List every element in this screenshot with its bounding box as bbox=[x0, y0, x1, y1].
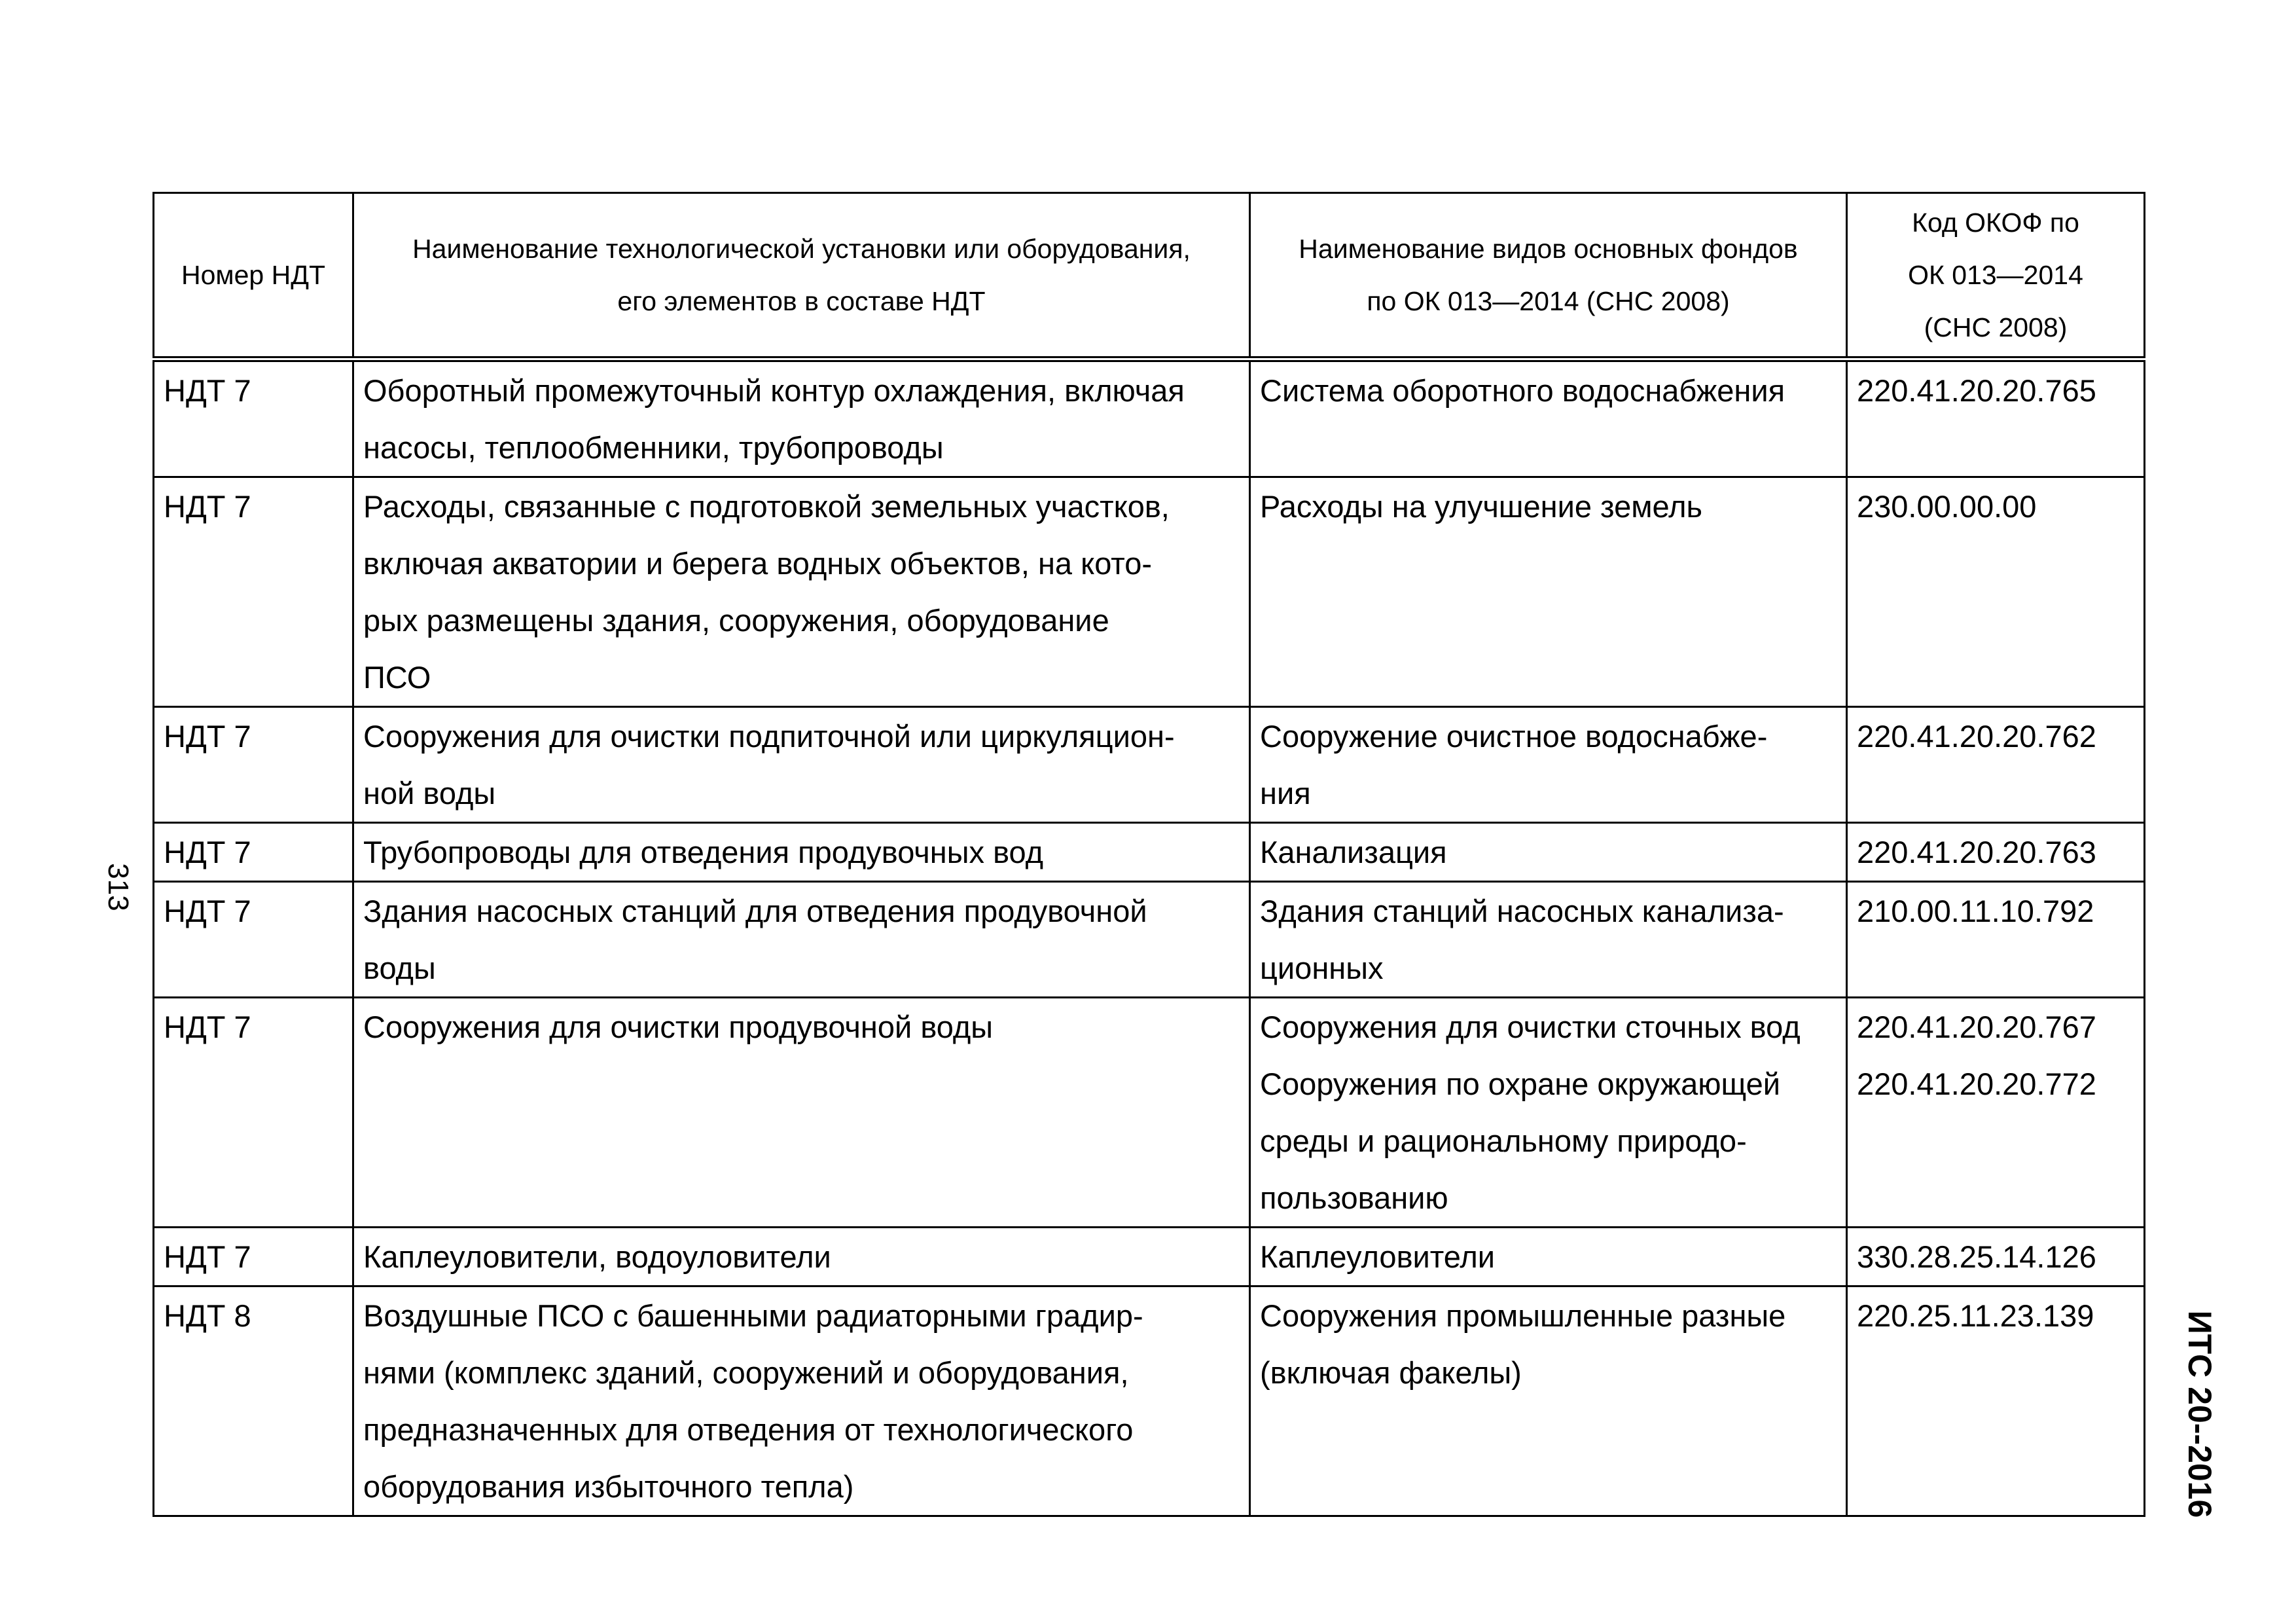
cell-line: насосы, теплообменники, трубопроводы bbox=[363, 430, 944, 465]
header-fund-type bbox=[1250, 193, 1847, 359]
cell-line: ния bbox=[1260, 776, 1311, 811]
ndt-number-cell: НДТ 7 bbox=[154, 998, 353, 1228]
ndt-number-cell: НДТ 7 bbox=[154, 477, 353, 707]
fund-type-cell bbox=[1250, 998, 1847, 1228]
cell-line: 330.28.25.14.126 bbox=[1857, 1239, 2096, 1274]
cell-line: Каплеуловители bbox=[1260, 1239, 1496, 1274]
header-line: Наименование технологической установки или оборудования, bbox=[412, 234, 1191, 264]
header-line: его элементов в составе НДТ bbox=[617, 286, 986, 316]
cell-line: рых размещены здания, сооружения, оборудование bbox=[363, 603, 1109, 638]
table-row bbox=[154, 823, 2145, 882]
page-number: 313 bbox=[102, 863, 134, 911]
header-line: ОК 013—2014 bbox=[1908, 260, 2083, 290]
cell-line: Здания станций насосных канализа- bbox=[1260, 894, 1784, 928]
table-row bbox=[154, 359, 2145, 477]
cell-line: 230.00.00.00 bbox=[1857, 489, 2037, 524]
okof-table bbox=[152, 192, 2145, 1517]
table-body bbox=[154, 359, 2145, 1516]
fund-type-cell bbox=[1250, 1286, 1847, 1516]
cell-line: 220.41.20.20.767 bbox=[1857, 1010, 2096, 1044]
cell-line: 220.41.20.20.763 bbox=[1857, 835, 2096, 869]
equipment-name-cell bbox=[353, 998, 1250, 1228]
okof-code-cell bbox=[1847, 707, 2145, 823]
cell-line: 220.41.20.20.772 bbox=[1857, 1067, 2096, 1101]
okof-code-cell bbox=[1847, 823, 2145, 882]
header-equipment-name bbox=[353, 193, 1250, 359]
header-okof-code bbox=[1847, 193, 2145, 359]
cell-line: 220.41.20.20.765 bbox=[1857, 373, 2096, 408]
table-row bbox=[154, 1228, 2145, 1286]
header-ndt-number bbox=[154, 193, 353, 359]
cell-line: ционных bbox=[1260, 951, 1384, 985]
cell-line: Сооружения для очистки продувочной воды bbox=[363, 1010, 994, 1044]
table-row bbox=[154, 1286, 2145, 1516]
cell-line: Сооружения по охране окружающей bbox=[1260, 1067, 1781, 1101]
cell-line: оборудования избыточного тепла) bbox=[363, 1469, 854, 1504]
cell-line: Канализация bbox=[1260, 835, 1447, 869]
header-line: Номер НДТ bbox=[181, 260, 325, 290]
cell-line: Трубопроводы для отведения продувочных вод bbox=[363, 835, 1044, 869]
header-line: Код ОКОФ по bbox=[1912, 208, 2079, 238]
equipment-name-cell bbox=[353, 823, 1250, 882]
document-code: ИТС 20--2016 bbox=[2181, 1310, 2218, 1518]
cell-line: Здания насосных станций для отведения продувочной bbox=[363, 894, 1147, 928]
fund-type-cell bbox=[1250, 707, 1847, 823]
cell-line: Расходы на улучшение земель bbox=[1260, 489, 1703, 524]
cell-line: предназначенных для отведения от технологического bbox=[363, 1412, 1134, 1447]
ndt-number-cell: НДТ 8 bbox=[154, 1286, 353, 1516]
ndt-number-cell: НДТ 7 bbox=[154, 707, 353, 823]
okof-code-cell bbox=[1847, 477, 2145, 707]
cell-line: Сооружения для очистки подпиточной или циркуляцион- bbox=[363, 719, 1175, 754]
ndt-number-cell: НДТ 7 bbox=[154, 823, 353, 882]
cell-line: ПСО bbox=[363, 660, 431, 695]
table-row bbox=[154, 707, 2145, 823]
ndt-number-cell: НДТ 7 bbox=[154, 882, 353, 998]
header-line: по ОК 013—2014 (СНС 2008) bbox=[1367, 286, 1730, 316]
table-row bbox=[154, 882, 2145, 998]
okof-code-cell bbox=[1847, 882, 2145, 998]
okof-code-cell bbox=[1847, 1286, 2145, 1516]
cell-line: 220.25.11.23.139 bbox=[1857, 1298, 2094, 1333]
ndt-number-cell: НДТ 7 bbox=[154, 359, 353, 477]
okof-code-cell bbox=[1847, 1228, 2145, 1286]
fund-type-cell bbox=[1250, 359, 1847, 477]
cell-line: ной воды bbox=[363, 776, 496, 811]
fund-type-cell bbox=[1250, 823, 1847, 882]
equipment-name-cell bbox=[353, 1228, 1250, 1286]
cell-line: включая акватории и берега водных объектов, на кото- bbox=[363, 546, 1153, 581]
cell-line: Расходы, связанные с подготовкой земельных участков, bbox=[363, 489, 1170, 524]
equipment-name-cell bbox=[353, 477, 1250, 707]
table-header-row bbox=[154, 193, 2145, 359]
equipment-name-cell bbox=[353, 707, 1250, 823]
cell-line: (включая факелы) bbox=[1260, 1355, 1522, 1390]
fund-type-cell bbox=[1250, 477, 1847, 707]
header-line: Наименование видов основных фондов bbox=[1299, 234, 1798, 264]
cell-line: Сооружения промышленные разные bbox=[1260, 1298, 1786, 1333]
okof-code-cell bbox=[1847, 998, 2145, 1228]
cell-line: пользованию bbox=[1260, 1180, 1448, 1215]
table-row bbox=[154, 477, 2145, 707]
cell-line: Оборотный промежуточный контур охлаждения, включая bbox=[363, 373, 1185, 408]
cell-line: Каплеуловители, водоуловители bbox=[363, 1239, 831, 1274]
cell-line: 220.41.20.20.762 bbox=[1857, 719, 2096, 754]
cell-line: Сооружения для очистки сточных вод bbox=[1260, 1010, 1801, 1044]
equipment-name-cell bbox=[353, 882, 1250, 998]
cell-line: Воздушные ПСО с башенными радиаторными градир- bbox=[363, 1298, 1143, 1333]
equipment-name-cell bbox=[353, 359, 1250, 477]
cell-line: Сооружение очистное водоснабже- bbox=[1260, 719, 1768, 754]
cell-line: 210.00.11.10.792 bbox=[1857, 894, 2094, 928]
fund-type-cell bbox=[1250, 1228, 1847, 1286]
table-row bbox=[154, 998, 2145, 1228]
header-line: (СНС 2008) bbox=[1924, 312, 2068, 342]
cell-line: нями (комплекс зданий, сооружений и оборудования, bbox=[363, 1355, 1129, 1390]
cell-line: среды и рациональному природо- bbox=[1260, 1123, 1747, 1158]
equipment-name-cell bbox=[353, 1286, 1250, 1516]
ndt-number-cell: НДТ 7 bbox=[154, 1228, 353, 1286]
cell-line: воды bbox=[363, 951, 436, 985]
fund-type-cell bbox=[1250, 882, 1847, 998]
cell-line: Система оборотного водоснабжения bbox=[1260, 373, 1785, 408]
okof-code-cell bbox=[1847, 359, 2145, 477]
